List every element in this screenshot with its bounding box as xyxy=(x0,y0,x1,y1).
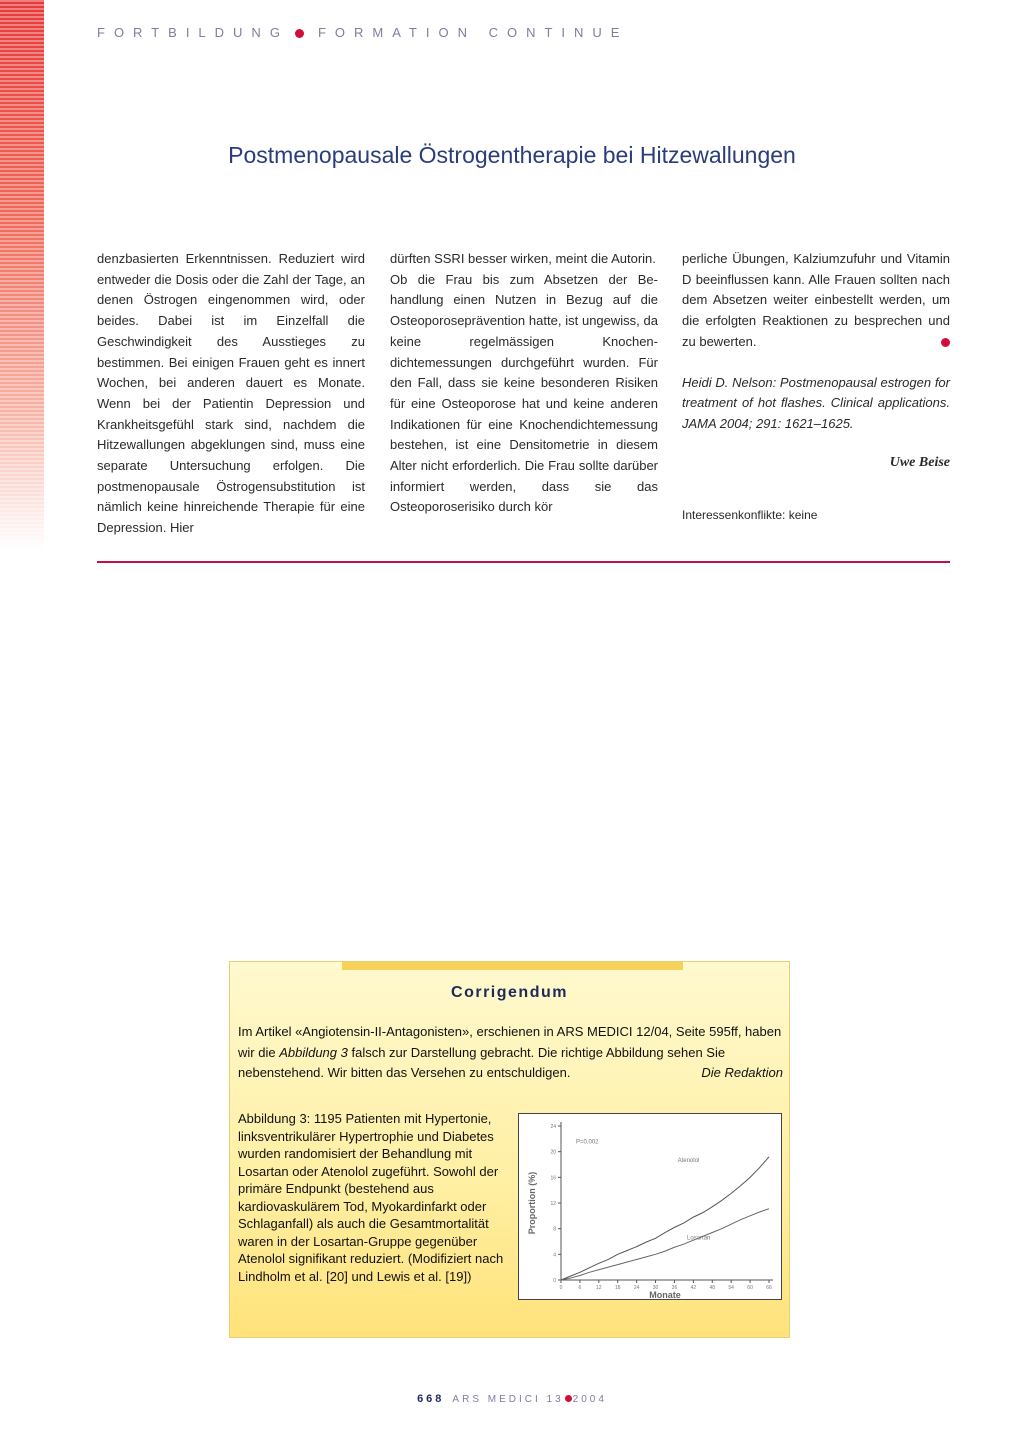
x-tick-label: 30 xyxy=(652,1285,659,1291)
body-paragraph: dürften SSRI besser wirken, meint die Autorin. xyxy=(390,251,656,266)
page-number: 668 xyxy=(417,1393,445,1405)
corrigendum-tab-decoration xyxy=(342,962,683,970)
x-tick-label: 36 xyxy=(671,1285,678,1291)
x-tick-label: 54 xyxy=(728,1285,734,1291)
conflict-of-interest-note: Interessenkonflikte: keine xyxy=(682,508,818,523)
corrigendum-box xyxy=(229,961,790,1338)
x-tick-label: 12 xyxy=(596,1285,602,1291)
section-divider xyxy=(97,561,950,563)
end-of-article-dot xyxy=(941,338,950,347)
chart-svg xyxy=(519,1114,781,1299)
y-tick-label: 0 xyxy=(553,1278,556,1284)
body-text: perliche Übungen, Kalziumzufuhr und Vitamin D beeinflussen kann. Alle Frauen sollten nach dem Absetzen weiter einbestellt werden, um die erfolgten Reaktionen zu besprechen und zu bewerten. xyxy=(682,251,950,349)
x-tick-label: 42 xyxy=(690,1285,697,1291)
article-title: Postmenopausale Östrogentherapie bei Hitzewallungen xyxy=(228,142,796,168)
y-tick-label: 12 xyxy=(550,1201,556,1207)
x-tick-label: 60 xyxy=(747,1285,753,1291)
body-paragraph: Ob die Frau bis zum Absetzen der Behandlung einen Nutzen in Bezug auf die Osteoporoseprävention hatte, ist ungewiss, da keine regelmässigen Knochendichtemessungen durchgeführt wurden. Für den Fall, dass sie keine besonderen Risiken für eine Osteoporose hat und keine anderen Indikationen für eine Knochendichtemessung bestehen, ist eine Densitometrie in diesem Alter nicht erforderlich. Die Frau sollte darüber informiert werden, dass sie das Osteoporoserisiko durch kör xyxy=(390,271,658,515)
x-tick-label: 18 xyxy=(614,1285,621,1291)
series-label: Losartan xyxy=(687,1235,711,1242)
article-column-1 xyxy=(97,249,365,539)
journal-year: 2004 xyxy=(572,1394,607,1405)
series-line-atenolol xyxy=(561,1157,769,1280)
section-separator-dot xyxy=(295,29,304,38)
series-label: Atenolol xyxy=(677,1157,700,1164)
journal-name: ARS MEDICI 13 xyxy=(452,1394,564,1405)
x-tick-label: 24 xyxy=(633,1285,640,1291)
section-label-fr: FORMATION CONTINUE xyxy=(317,25,629,40)
body-paragraph: denzbasierten Erkenntnissen. Reduziert wird entweder die Dosis oder die Zahl der Tage, an denen Östrogen eingenommen wird, oder beides. Dabei ist im Einzelfall die Geschwindigkeit des Ausstieges zu bestimmen. Bei einigen Frauen geht es innert Wochen, bei anderen dauert es Monate. Wenn bei der Patientin Depression und Krankheitsgefühl stark sind, nachdem die Hitzewallungen abgeklungen sind, muss eine separate Untersuchung erfolgen. Die postmenopausale Östrogensubstitution ist nämlich keine hinreichende Therapie für eine Depression. Hier xyxy=(97,251,365,536)
corrigendum-text xyxy=(238,1022,783,1084)
article-column-2 xyxy=(390,249,658,518)
corrigendum-text-part: falsch zur Darstellung gebracht. Die richtige Abbildung sehen Sie nebenstehend. Wir bitten das Versehen zu entschuldigen. xyxy=(238,1044,726,1081)
running-head xyxy=(97,25,628,40)
y-axis-title: Proportion (%) xyxy=(527,1171,537,1235)
x-axis-title: Monate xyxy=(649,1290,681,1299)
corrigendum-text-part: Im Artikel «Angiotensin-II-Antagonisten», erschienen in ARS MEDICI 12/04, Seite 595ff, haben wir die xyxy=(238,1024,782,1060)
footer-dot xyxy=(565,1395,572,1402)
article-column-3 xyxy=(682,249,950,526)
corrigendum-signature: Die Redaktion xyxy=(701,1065,783,1081)
author-name: Uwe Beise xyxy=(889,454,950,470)
x-tick-label: 0 xyxy=(559,1285,563,1291)
citation: Heidi D. Nelson: Postmenopausal estrogen for treatment of hot flashes. Clinical applications. JAMA 2004; 291: 1621–1625. xyxy=(682,374,950,431)
page-footer xyxy=(0,1393,1024,1405)
x-tick-label: 6 xyxy=(578,1285,582,1291)
section-label-de: FORTBILDUNG xyxy=(97,25,289,40)
y-tick-label: 16 xyxy=(550,1175,556,1182)
corrigendum-title: Corrigendum xyxy=(451,984,568,1001)
decorative-edge-strip xyxy=(0,0,44,550)
p-value-annotation: P=0,002 xyxy=(576,1139,599,1146)
y-tick-label: 24 xyxy=(550,1124,556,1130)
body-paragraph xyxy=(682,249,950,353)
figure-caption: Abbildung 3: 1195 Patienten mit Hypertonie, linksventrikulärer Hypertrophie und Diabetes wurden randomisiert der Behandlung mit Losartan oder Atenolol zugeführt. Sowohl der primäre Endpunkt (bestehend aus kardiovaskulärem Tod, Myokardinfarkt oder Schlaganfall) als auch die Gesamtmortalität waren in der Losartan-Gruppe gegenüber Atenolol signifikant reduziert. (Modifiziert nach Lindholm et al. [20] und Lewis et al. [19]) xyxy=(238,1111,504,1284)
y-tick-label: 8 xyxy=(553,1226,556,1233)
series-line-losartan xyxy=(561,1209,769,1280)
y-tick-label: 4 xyxy=(553,1252,556,1259)
y-tick-label: 20 xyxy=(550,1149,556,1156)
figure-chart xyxy=(518,1113,782,1300)
corrigendum-figure-ref: Abbildung 3 xyxy=(279,1044,348,1060)
x-tick-label: 66 xyxy=(766,1285,772,1291)
x-tick-label: 48 xyxy=(709,1285,716,1291)
